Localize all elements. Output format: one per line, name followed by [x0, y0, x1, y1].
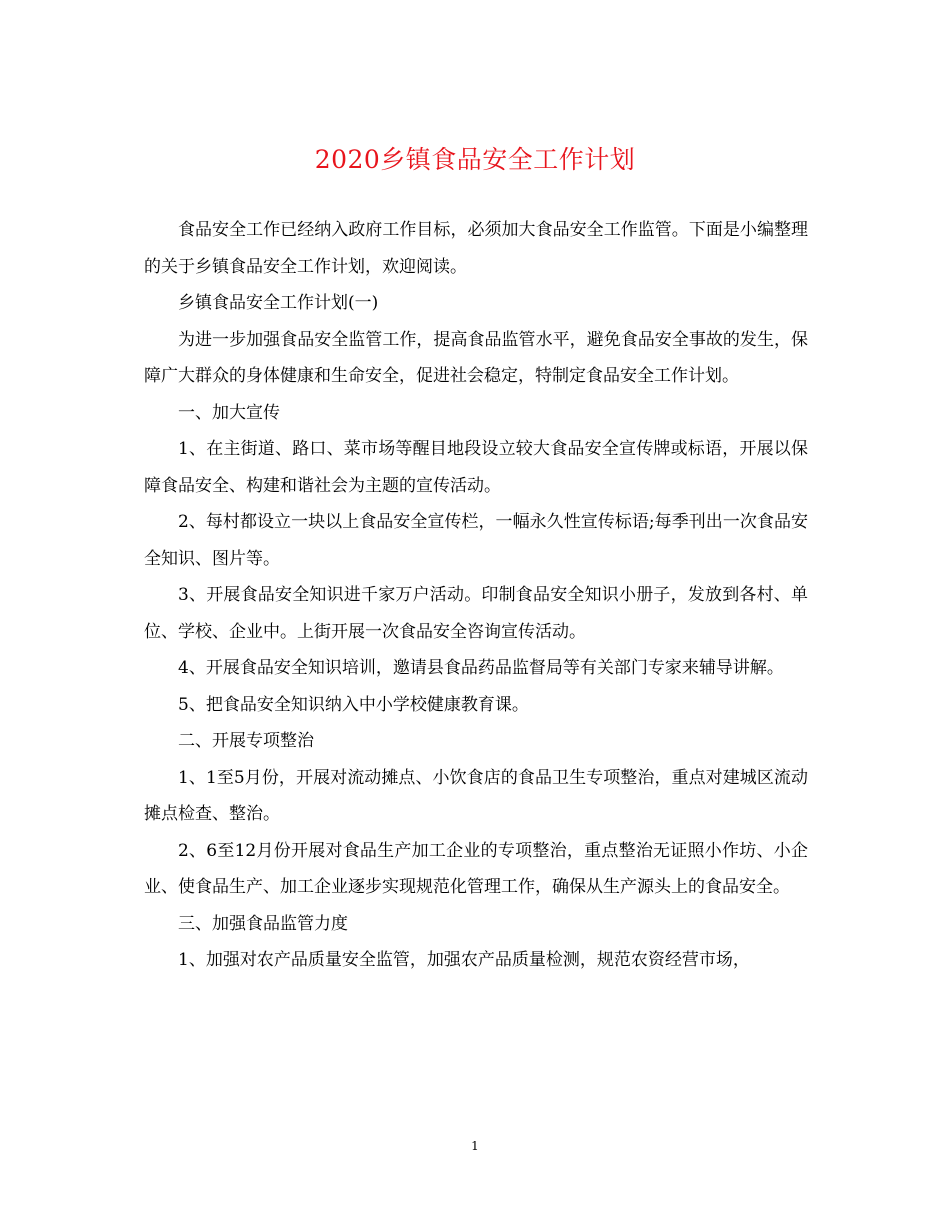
- paragraph-item: 3、开展食品安全知识进千家万户活动。印制食品安全知识小册子，发放到各村、单位、学校、企业中。上街开展一次食品安全咨询宣传活动。: [144, 585, 808, 642]
- paragraph-item: 4、开展食品安全知识培训，邀请县食品药品监督局等有关部门专家来辅导讲解。: [178, 658, 784, 678]
- paragraph-purpose: 为进一步加强食品安全监管工作，提高食品监管水平，避免食品安全事故的发生，保障广大群众的身体健康和生命安全，促进社会稳定，特制定食品安全工作计划。: [144, 329, 808, 386]
- section-heading-supervision: 三、加强食品监管力度: [178, 913, 348, 934]
- paragraph-item: 1、1至5月份，开展对流动摊点、小饮食店的食品卫生专项整治，重点对建城区流动摊点检查、整治。: [144, 767, 808, 824]
- page-number: 1: [471, 1139, 479, 1153]
- paragraph-item: 2、6至12月份开展对食品生产加工企业的专项整治，重点整治无证照小作坊、小企业、使食品生产、加工企业逐步实现规范化管理工作，确保从生产源头上的食品安全。: [144, 840, 808, 897]
- paragraph-item: 2、每村都设立一块以上食品安全宣传栏，一幅永久性宣传标语;每季刊出一次食品安全知识、图片等。: [144, 512, 808, 569]
- section-heading-special-rectification: 二、开展专项整治: [178, 731, 314, 751]
- paragraph-item: 5、把食品安全知识纳入中小学校健康教育课。: [178, 694, 529, 715]
- paragraph-plan-heading: 乡镇食品安全工作计划(一): [178, 293, 379, 313]
- paragraph-intro: 食品安全工作已经纳入政府工作目标，必须加大食品安全工作监管。下面是小编整理的关于乡镇食品安全工作计划，欢迎阅读。: [144, 220, 808, 277]
- document-body: [144, 212, 808, 979]
- section-heading-publicity: 一、加大宣传: [178, 402, 280, 423]
- paragraph-item: 1、加强对农产品质量安全监管，加强农产品质量检测，规范农资经营市场，: [178, 950, 750, 970]
- document-title: 2020乡镇食品安全工作计划: [314, 145, 636, 174]
- paragraph-item: 1、在主街道、路口、菜市场等醒目地段设立较大食品安全宣传牌或标语，开展以保障食品安全、构建和谐社会为主题的宣传活动。: [144, 439, 808, 496]
